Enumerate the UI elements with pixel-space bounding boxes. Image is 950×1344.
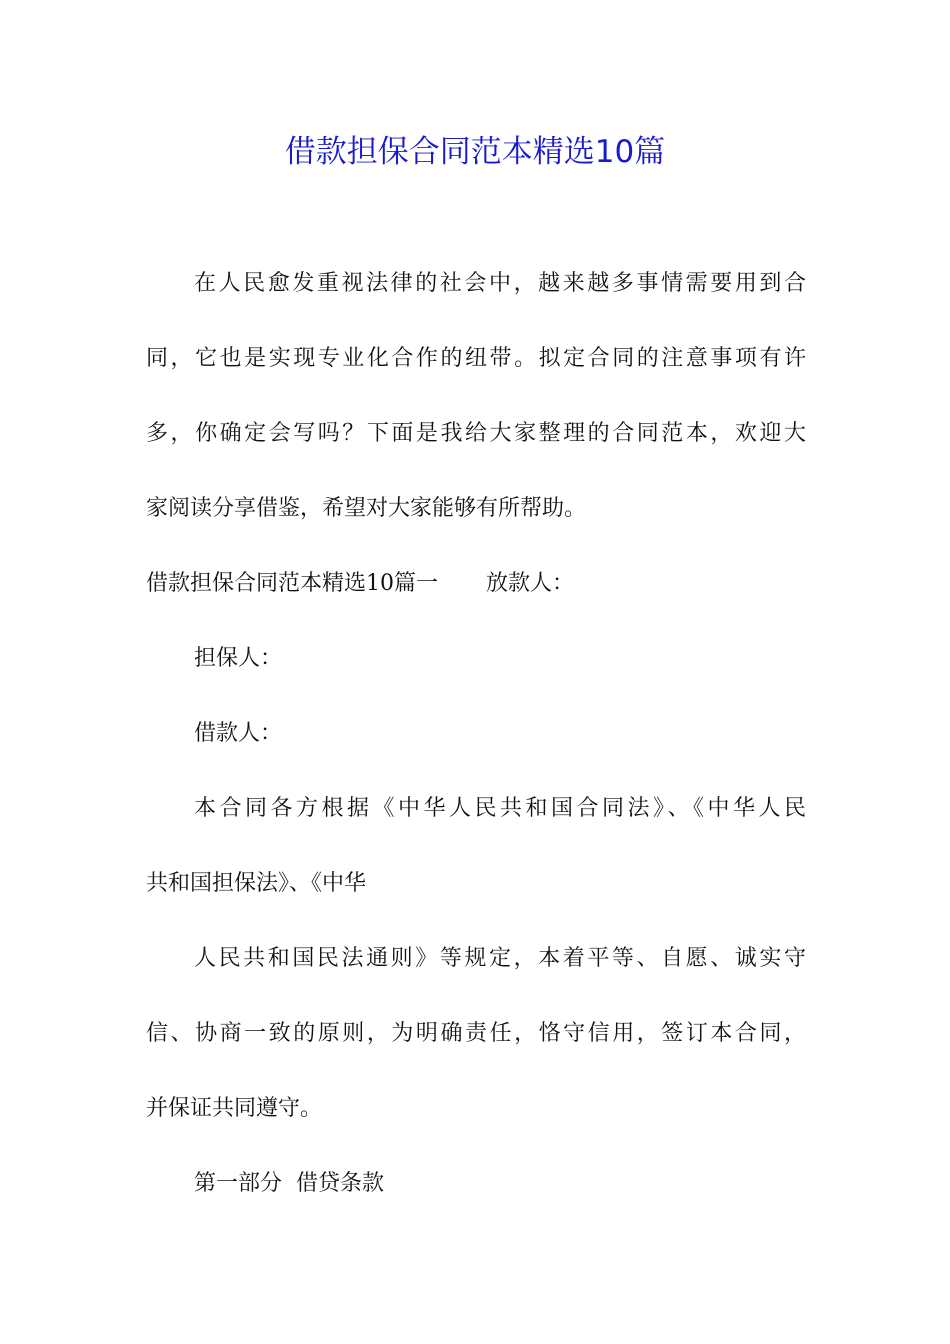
section-title: 借款担保合同范本精选10篇一: [146, 571, 438, 596]
preamble-line-3: 人民共和国民法通则》等规定，本着平等、自愿、诚实守: [194, 946, 806, 971]
preamble-line-1: 本合同各方根据《中华人民共和国合同法》、《中华人民: [194, 796, 806, 821]
preamble-line-5: 并保证共同遵守。: [146, 1096, 323, 1121]
part-one-heading: 第一部分 借贷条款: [194, 1171, 384, 1196]
intro-line-4: 家阅读分享借鉴，希望对大家能够有所帮助。: [146, 496, 587, 521]
lender-label: 放款人：: [486, 571, 575, 596]
guarantor-label: 担保人：: [194, 646, 283, 671]
intro-line-2: 同，它也是实现专业化合作的纽带。拟定合同的注意事项有许: [146, 346, 806, 371]
section-heading: [146, 566, 574, 602]
intro-line-3: 多，你确定会写吗？下面是我给大家整理的合同范本，欢迎大: [146, 421, 806, 446]
preamble-line-4: 信、协商一致的原则，为明确责任，恪守信用，签订本合同，: [146, 1021, 806, 1046]
intro-line-1: 在人民愈发重视法律的社会中，越来越多事情需要用到合: [194, 271, 806, 296]
borrower-label: 借款人：: [194, 721, 283, 746]
document-title: 借款担保合同范本精选10篇: [284, 134, 666, 170]
preamble-line-2: 共和国担保法》、《中华: [146, 871, 367, 896]
